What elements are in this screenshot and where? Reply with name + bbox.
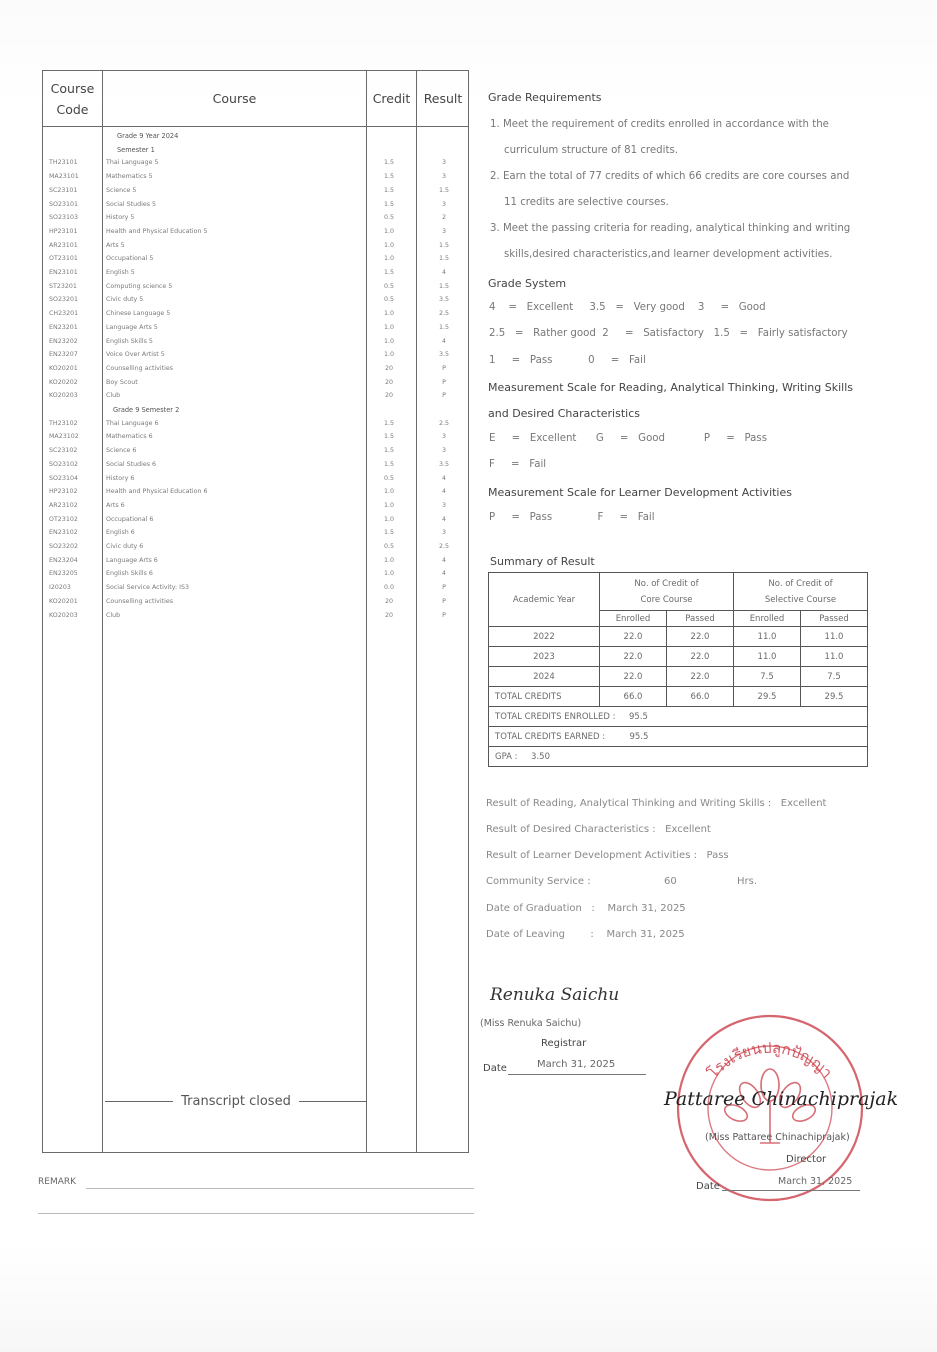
course-credit: 20 bbox=[384, 392, 393, 400]
summary-title: Summary of Result bbox=[490, 555, 595, 568]
summary-core-enrolled: 22.0 bbox=[600, 647, 667, 667]
course-code: TH23102 bbox=[49, 419, 78, 427]
course-result: 1.5 bbox=[438, 255, 449, 263]
course-name: Social Studies 6 bbox=[106, 460, 157, 468]
summary-total-row bbox=[489, 687, 868, 707]
course-name: Social Studies 5 bbox=[106, 200, 157, 208]
course-result: 4 bbox=[441, 515, 446, 523]
transcript-closed-label: Transcript closed bbox=[181, 1093, 291, 1109]
summary-col-year: Academic Year bbox=[489, 573, 600, 627]
course-code: OT23101 bbox=[49, 255, 78, 263]
course-result: P bbox=[442, 584, 446, 592]
course-code: MA23101 bbox=[49, 173, 79, 181]
header-divider bbox=[43, 126, 468, 127]
course-credit: 0.5 bbox=[383, 474, 394, 482]
course-row bbox=[43, 321, 468, 335]
course-row bbox=[43, 389, 468, 403]
learner-scale-row: P = Pass F = Fail bbox=[489, 512, 655, 523]
summary-core-passed: 22.0 bbox=[667, 627, 734, 647]
course-result: 1.5 bbox=[438, 323, 449, 331]
registrar-signature: Renuka Saichu bbox=[490, 985, 620, 1005]
summary-sel-enrolled: 11.0 bbox=[734, 627, 801, 647]
course-result: 3 bbox=[441, 200, 446, 208]
course-result: 4 bbox=[441, 337, 446, 345]
course-row bbox=[43, 499, 468, 513]
course-result: 1.5 bbox=[438, 282, 449, 290]
course-code: EN23201 bbox=[49, 323, 78, 331]
course-row bbox=[43, 170, 468, 184]
course-code: AR23102 bbox=[49, 501, 78, 509]
course-row bbox=[43, 280, 468, 294]
course-name: Counselling activities bbox=[106, 597, 174, 605]
course-credit: 20 bbox=[384, 611, 393, 619]
course-code: EN23205 bbox=[49, 570, 78, 578]
course-row bbox=[43, 513, 468, 527]
course-credit: 0.0 bbox=[383, 584, 394, 592]
course-name: Language Arts 6 bbox=[106, 556, 158, 564]
course-row bbox=[43, 211, 468, 225]
course-row bbox=[43, 609, 468, 623]
course-name: Science 5 bbox=[106, 186, 137, 194]
course-name: History 5 bbox=[106, 214, 135, 222]
course-row bbox=[43, 430, 468, 444]
course-name: Thai Language 6 bbox=[106, 419, 159, 427]
reading-scale-row: F = Fail bbox=[489, 459, 547, 470]
course-name: Social Service Activity: IS3 bbox=[106, 584, 190, 592]
course-result: 3.5 bbox=[438, 296, 449, 304]
summary-sel-enrolled: 7.5 bbox=[734, 667, 801, 687]
course-credit: 1.0 bbox=[383, 488, 394, 496]
course-code: OT23102 bbox=[49, 515, 78, 523]
remark-line bbox=[86, 1188, 474, 1189]
course-row bbox=[43, 595, 468, 609]
reading-scale-row: E = Excellent G = Good P = Pass bbox=[489, 433, 767, 444]
summary-col-core: No. of Credit of Core Course bbox=[600, 573, 734, 611]
course-credit: 0.5 bbox=[383, 296, 394, 304]
course-row bbox=[43, 417, 468, 431]
course-code: EN23102 bbox=[49, 529, 78, 537]
course-credit: 0.5 bbox=[383, 214, 394, 222]
course-row bbox=[43, 581, 468, 595]
course-result: P bbox=[442, 392, 446, 400]
result-desired: Result of Desired Characteristics : Excellent bbox=[486, 824, 711, 835]
course-name: Boy Scout bbox=[106, 378, 138, 386]
course-name: History 6 bbox=[106, 474, 135, 482]
requirement-line: skills,desired characteristics,and learner development activities. bbox=[504, 249, 833, 260]
course-name: Semester 1 bbox=[117, 145, 155, 154]
result-learner: Result of Learner Development Activities : Pass bbox=[486, 850, 729, 861]
course-name: Occupational 6 bbox=[106, 515, 154, 523]
summary-year: 2022 bbox=[489, 627, 600, 647]
date-of-leaving: Date of Leaving : March 31, 2025 bbox=[486, 929, 685, 940]
total-credits-earned: TOTAL CREDITS EARNED : 95.5 bbox=[489, 727, 868, 747]
course-code: EN23204 bbox=[49, 556, 78, 564]
course-code: MA23102 bbox=[49, 433, 79, 441]
course-credit: 0.5 bbox=[383, 543, 394, 550]
course-name: Language Arts 5 bbox=[106, 323, 158, 331]
course-result: 3 bbox=[441, 227, 446, 235]
course-name: Occupational 5 bbox=[106, 255, 154, 263]
course-code: SC23101 bbox=[49, 186, 78, 194]
course-name: Civic duty 6 bbox=[106, 543, 144, 550]
grade-requirements-title: Grade Requirements bbox=[488, 91, 602, 104]
learner-scale-title: Measurement Scale for Learner Development Activities bbox=[488, 486, 792, 499]
course-code: EN23207 bbox=[49, 351, 78, 359]
course-credit: 1.0 bbox=[383, 227, 394, 235]
remark-line bbox=[38, 1213, 474, 1214]
course-code: EN23101 bbox=[49, 269, 78, 276]
course-credit: 1.0 bbox=[383, 351, 394, 359]
course-credit: 1.0 bbox=[383, 570, 394, 578]
course-row bbox=[43, 198, 468, 212]
course-name: Grade 9 Year 2024 bbox=[117, 132, 179, 140]
summary-table bbox=[488, 572, 868, 767]
course-name: Arts 6 bbox=[106, 501, 125, 509]
course-name: Civic duty 5 bbox=[106, 296, 144, 304]
course-name: Arts 5 bbox=[106, 241, 125, 249]
course-row bbox=[43, 184, 468, 198]
registrar-name: (Miss Renuka Saichu) bbox=[480, 1018, 582, 1029]
course-result: 3.5 bbox=[438, 351, 449, 359]
course-name: Computing science 5 bbox=[106, 282, 173, 290]
course-row bbox=[43, 252, 468, 266]
course-code: EN23202 bbox=[49, 337, 78, 345]
course-credit: 1.5 bbox=[383, 447, 394, 455]
course-result: 1.5 bbox=[438, 241, 449, 249]
course-code: SC23102 bbox=[49, 447, 78, 455]
registrar-date-label: Date bbox=[483, 1063, 507, 1074]
course-result: 3.5 bbox=[438, 460, 449, 468]
summary-sel-passed: 7.5 bbox=[801, 667, 868, 687]
course-result: 3 bbox=[441, 173, 446, 181]
result-reading: Result of Reading, Analytical Thinking and Writing Skills : Excellent bbox=[486, 798, 827, 809]
course-result: 3 bbox=[441, 447, 446, 455]
course-name: Health and Physical Education 6 bbox=[106, 488, 208, 496]
course-credit: 1.5 bbox=[383, 529, 394, 537]
course-name: Club bbox=[106, 611, 121, 619]
grade-system-row: 4 = Excellent 3.5 = Very good 3 = Good bbox=[489, 302, 766, 313]
requirement-line: 11 credits are selective courses. bbox=[504, 197, 669, 208]
date-of-graduation: Date of Graduation : March 31, 2025 bbox=[486, 903, 686, 914]
course-row bbox=[43, 444, 468, 458]
course-row bbox=[43, 472, 468, 486]
course-result: P bbox=[442, 364, 446, 372]
course-name: Science 6 bbox=[106, 447, 137, 455]
grade-system-row: 1 = Pass 0 = Fail bbox=[489, 355, 646, 366]
summary-core-passed: 66.0 bbox=[667, 687, 734, 707]
course-credit: 1.0 bbox=[383, 255, 394, 263]
header-course: Course bbox=[212, 91, 257, 106]
course-result: 3 bbox=[441, 501, 446, 509]
course-name: English 6 bbox=[106, 529, 135, 537]
director-date-line bbox=[722, 1190, 860, 1191]
summary-core-enrolled: 66.0 bbox=[600, 687, 667, 707]
course-table bbox=[42, 70, 469, 1153]
course-name: Health and Physical Education 5 bbox=[106, 227, 208, 235]
requirement-line: curriculum structure of 81 credits. bbox=[504, 145, 678, 156]
course-name: Voice Over Artist 5 bbox=[106, 351, 165, 359]
summary-enrolled-header: Enrolled bbox=[600, 611, 667, 627]
course-row bbox=[43, 458, 468, 472]
course-row bbox=[43, 348, 468, 362]
course-credit: 1.5 bbox=[383, 159, 394, 167]
course-credit: 20 bbox=[384, 364, 393, 372]
summary-enrolled-header: Enrolled bbox=[734, 611, 801, 627]
stamp-text: โรงเรียนปลูกปัญญา bbox=[703, 1038, 837, 1082]
course-section-heading bbox=[43, 129, 468, 143]
course-code: KO20202 bbox=[49, 378, 78, 386]
course-result: 2 bbox=[441, 214, 446, 222]
course-row bbox=[43, 540, 468, 554]
course-code: SO23103 bbox=[49, 214, 78, 222]
director-date: March 31, 2025 bbox=[778, 1176, 853, 1187]
course-row bbox=[43, 362, 468, 376]
course-section-heading bbox=[43, 403, 468, 417]
summary-row bbox=[489, 667, 868, 687]
registrar-title: Registrar bbox=[541, 1038, 587, 1049]
course-code: CH23201 bbox=[49, 310, 79, 318]
course-result: 3 bbox=[441, 159, 446, 167]
course-result: 4 bbox=[441, 269, 446, 276]
course-row bbox=[43, 526, 468, 540]
course-result: 4 bbox=[441, 570, 446, 578]
course-result: 2.5 bbox=[438, 543, 449, 550]
summary-year: 2024 bbox=[489, 667, 600, 687]
summary-core-passed: 22.0 bbox=[667, 667, 734, 687]
course-code: SO23202 bbox=[49, 543, 78, 550]
course-credit: 1.0 bbox=[383, 323, 394, 331]
summary-col-selective: No. of Credit of Selective Course bbox=[734, 573, 868, 611]
course-row bbox=[43, 225, 468, 239]
course-name: English 5 bbox=[106, 269, 135, 276]
course-name: Grade 9 Semester 2 bbox=[113, 406, 180, 414]
course-credit: 1.5 bbox=[383, 460, 394, 468]
transcript-closed bbox=[105, 1093, 367, 1109]
course-code: HP23101 bbox=[49, 227, 78, 235]
community-service-value: 60 bbox=[664, 876, 677, 887]
course-row bbox=[43, 293, 468, 307]
course-name: English Skills 6 bbox=[106, 570, 153, 578]
registrar-date-line bbox=[508, 1074, 646, 1075]
course-credit: 1.0 bbox=[383, 337, 394, 345]
header-credit: Credit bbox=[372, 91, 411, 106]
summary-sel-passed: 11.0 bbox=[801, 647, 868, 667]
course-code: HP23102 bbox=[49, 488, 78, 496]
course-code: AR23101 bbox=[49, 241, 78, 249]
header-result: Result bbox=[423, 91, 463, 106]
summary-passed-header: Passed bbox=[667, 611, 734, 627]
summary-row bbox=[489, 627, 868, 647]
course-credit: 1.5 bbox=[383, 269, 394, 276]
community-service-unit: Hrs. bbox=[737, 876, 758, 887]
course-code: SO23201 bbox=[49, 296, 78, 304]
director-title: Director bbox=[786, 1154, 827, 1165]
svg-text:โรงเรียนปลูกปัญญา bbox=[704, 1039, 836, 1082]
course-code: KO20203 bbox=[49, 611, 78, 619]
course-name: Mathematics 6 bbox=[106, 433, 153, 441]
course-code: SO23102 bbox=[49, 460, 78, 468]
course-section-heading bbox=[43, 143, 468, 157]
community-service-label: Community Service : bbox=[486, 876, 591, 887]
course-result: P bbox=[442, 597, 446, 605]
summary-sel-enrolled: 11.0 bbox=[734, 647, 801, 667]
summary-core-passed: 22.0 bbox=[667, 647, 734, 667]
course-credit: 1.5 bbox=[383, 200, 394, 208]
course-code: SO23101 bbox=[49, 200, 78, 208]
course-name: English Skills 5 bbox=[106, 337, 153, 345]
summary-row bbox=[489, 647, 868, 667]
course-result: 4 bbox=[441, 474, 446, 482]
summary-core-enrolled: 22.0 bbox=[600, 667, 667, 687]
summary-core-enrolled: 22.0 bbox=[600, 627, 667, 647]
remark-label: REMARK bbox=[38, 1177, 77, 1187]
course-code: KO20201 bbox=[49, 597, 78, 605]
summary-sel-passed: 29.5 bbox=[801, 687, 868, 707]
course-code: ST23201 bbox=[49, 282, 77, 290]
course-row bbox=[43, 554, 468, 568]
summary-sel-enrolled: 29.5 bbox=[734, 687, 801, 707]
summary-total-label: TOTAL CREDITS bbox=[489, 687, 600, 707]
course-credit: 1.5 bbox=[383, 186, 394, 194]
requirement-line: 1. Meet the requirement of credits enrolled in accordance with the bbox=[490, 119, 829, 130]
summary-year: 2023 bbox=[489, 647, 600, 667]
course-credit: 20 bbox=[384, 378, 393, 386]
course-row bbox=[43, 376, 468, 390]
course-code: KO20203 bbox=[49, 392, 78, 400]
course-result: 4 bbox=[441, 556, 446, 564]
course-result: 1.5 bbox=[438, 186, 449, 194]
course-credit: 20 bbox=[384, 597, 393, 605]
course-code: I20203 bbox=[49, 584, 71, 592]
course-row bbox=[43, 156, 468, 170]
director-date-label: Date bbox=[696, 1181, 720, 1192]
course-result: 3 bbox=[441, 433, 446, 441]
course-name: Mathematics 5 bbox=[106, 173, 153, 181]
course-credit: 0.5 bbox=[383, 282, 394, 290]
course-credit: 1.5 bbox=[383, 173, 394, 181]
reading-scale-title-2: and Desired Characteristics bbox=[488, 407, 640, 420]
course-result: P bbox=[442, 611, 446, 619]
course-credit: 1.0 bbox=[383, 241, 394, 249]
course-name: Chinese Language 5 bbox=[106, 310, 171, 318]
requirement-line: 3. Meet the passing criteria for reading, analytical thinking and writing bbox=[490, 223, 851, 234]
course-row bbox=[43, 266, 468, 280]
grade-system-title: Grade System bbox=[488, 277, 567, 290]
course-row bbox=[43, 307, 468, 321]
course-code: TH23101 bbox=[49, 159, 78, 167]
closed-dash-left bbox=[105, 1101, 173, 1102]
course-result: P bbox=[442, 378, 446, 386]
reading-scale-title: Measurement Scale for Reading, Analytical Thinking, Writing Skills bbox=[488, 381, 854, 394]
course-credit: 1.0 bbox=[383, 556, 394, 564]
course-credit: 1.0 bbox=[383, 501, 394, 509]
summary-passed-header: Passed bbox=[801, 611, 868, 627]
course-result: 2.5 bbox=[438, 419, 449, 427]
course-row bbox=[43, 485, 468, 499]
registrar-date: March 31, 2025 bbox=[537, 1059, 616, 1070]
requirement-line: 2. Earn the total of 77 credits of which 66 credits are core courses and bbox=[490, 171, 850, 182]
total-credits-enrolled: TOTAL CREDITS ENROLLED : 95.5 bbox=[489, 707, 868, 727]
course-row bbox=[43, 335, 468, 349]
course-credit: 1.5 bbox=[383, 419, 394, 427]
course-credit: 1.0 bbox=[383, 515, 394, 523]
course-result: 3 bbox=[441, 529, 446, 537]
course-credit: 1.5 bbox=[383, 433, 394, 441]
course-credit: 1.0 bbox=[383, 310, 394, 318]
course-row bbox=[43, 239, 468, 253]
header-course-code: Course Code bbox=[50, 80, 95, 117]
course-result: 4 bbox=[441, 488, 446, 496]
course-name: Club bbox=[106, 392, 121, 400]
course-name: Thai Language 5 bbox=[106, 159, 159, 167]
course-row bbox=[43, 567, 468, 581]
grade-system-row: 2.5 = Rather good 2 = Satisfactory 1.5 = Fairly satisfactory bbox=[489, 328, 848, 339]
course-code: KO20201 bbox=[49, 364, 78, 372]
course-name: Counselling activities bbox=[106, 364, 174, 372]
gpa: GPA : 3.50 bbox=[489, 747, 868, 767]
closed-dash-right bbox=[299, 1101, 367, 1102]
course-code: SO23104 bbox=[49, 474, 78, 482]
summary-sel-passed: 11.0 bbox=[801, 627, 868, 647]
director-signature: Pattaree Chinachiprajak bbox=[664, 1088, 899, 1110]
director-name: (Miss Pattaree Chinachiprajak) bbox=[705, 1132, 850, 1143]
course-result: 2.5 bbox=[438, 310, 449, 318]
